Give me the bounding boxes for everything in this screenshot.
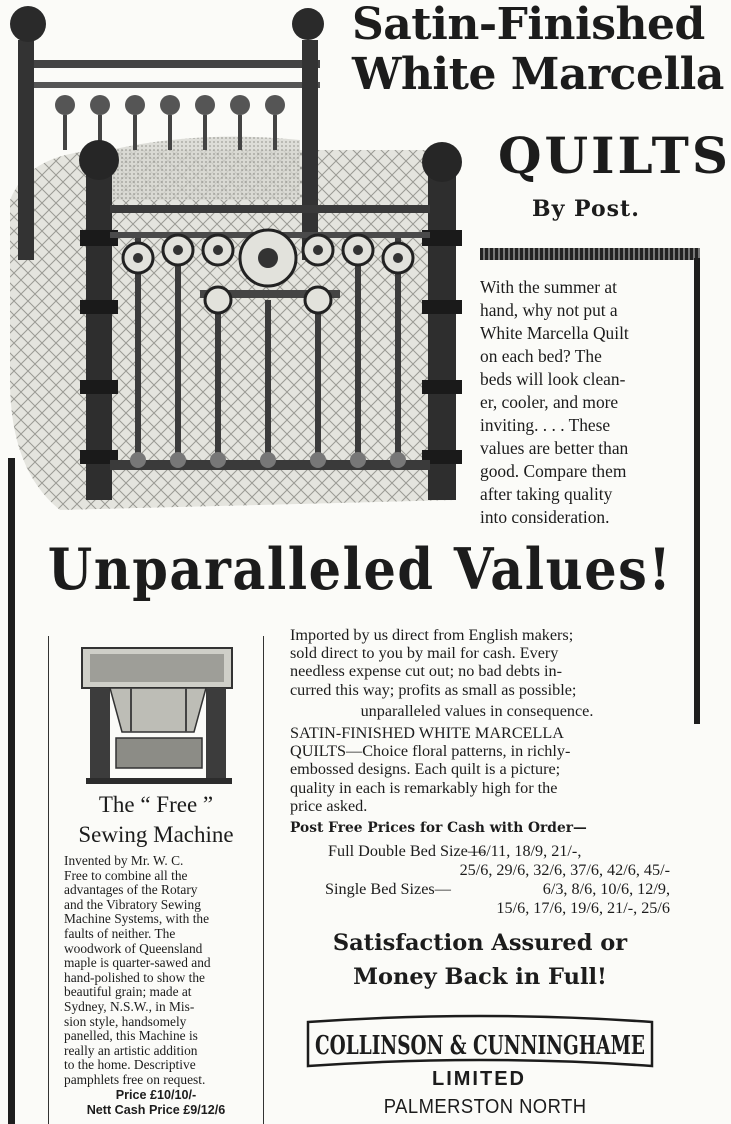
imported-paragraph (290, 626, 664, 699)
sewing-line: Machine Systems, with the (64, 911, 210, 927)
firm-town-text: PALMERSTON NORTH (383, 1096, 587, 1118)
headline-line-1: Satin-Finished (352, 0, 705, 50)
sewing-machine-title (48, 790, 264, 850)
firm-logo (302, 1014, 658, 1074)
intro-line: er, cooler, and more (480, 392, 619, 412)
full-double-label: Full Double Bed Size— (328, 842, 485, 860)
right-border-rule (694, 258, 700, 724)
intro-line: into consideration. (480, 507, 610, 527)
sewing-line: woodwork of Queensland (64, 940, 203, 956)
sewing-line: Free to combine all the (64, 867, 188, 883)
satin-line: SATIN-FINISHED WHITE MARCELLA (290, 724, 564, 742)
intro-line: beds will look clean- (480, 369, 626, 389)
firm-limited: LIMITED (432, 1068, 526, 1090)
intro-line: after taking quality (480, 484, 613, 504)
single-bed-prices-1: 6/3, 8/6, 10/6, 12/9, (542, 880, 670, 898)
sewing-line: sion style, handsomely (64, 1013, 187, 1029)
sewing-line: Sydney, N.S.W., in Mis- (64, 998, 195, 1014)
sewing-price: Price £10/10/- (115, 1088, 197, 1102)
satisfaction-line-1: Satisfaction Assured or (332, 930, 628, 956)
intro-line: good. Compare them (480, 461, 627, 481)
intro-paragraph (480, 276, 664, 529)
sewing-line: Invented by Mr. W. C. (64, 853, 184, 868)
firm-town (340, 1096, 630, 1119)
sewing-line: pamphlets free on request. (64, 1071, 206, 1087)
full-double-prices-1: 16/11, 18/9, 21/-, (470, 842, 582, 860)
imported-line: Imported by us direct from English makers; (290, 626, 574, 644)
firm-name-text: COLLINSON & CUNNINGHAME (315, 1031, 645, 1061)
imported-line: sold direct to you by mail for cash. Every (290, 644, 559, 663)
sewing-line: maple is quarter-sawed and (64, 955, 211, 971)
intro-line: on each bed? The (480, 346, 602, 366)
sewing-title-line-2: Sewing Machine (78, 822, 234, 847)
satisfaction-line-2: Money Back in Full! (353, 964, 607, 990)
intro-line: values are better than (480, 438, 629, 458)
sewing-line: beautiful grain; made at (64, 984, 192, 1000)
single-bed-label: Single Bed Sizes— (325, 880, 451, 898)
satin-paragraph (290, 724, 666, 815)
sewing-line: and the Vibratory Sewing (64, 896, 201, 912)
imported-line: curred this way; profits as small as possible; (290, 680, 577, 699)
top-right-rule (480, 248, 700, 260)
satin-line: quality in each is remarkably high for the (290, 778, 558, 797)
sewing-nett-cash-price: Nett Cash Price £9/12/6 (86, 1103, 226, 1117)
sewing-line: to the home. Descriptive (64, 1057, 196, 1073)
unparalleled-values-headline: Unparalleled Values! (47, 536, 673, 604)
imported-line: needless expense cut out; no bad debts in- (290, 662, 562, 681)
sewing-machine-description (64, 854, 256, 1088)
satin-line: price asked. (290, 796, 368, 815)
full-double-prices-2: 25/6, 29/6, 32/6, 37/6, 42/6, 45/- (459, 861, 670, 879)
sewing-line: panelled, this Machine is (64, 1028, 198, 1044)
satin-line: embossed designs. Each quilt is a picture; (290, 760, 561, 779)
sewing-line: really an artistic addition (64, 1042, 198, 1058)
headline-quilts: QUILTS (498, 126, 731, 185)
intro-line: hand, why not put a (480, 300, 618, 320)
sewing-line: hand-polished to show the (64, 969, 205, 985)
single-bed-prices-2: 15/6, 17/6, 19/6, 21/-, 25/6 (496, 899, 670, 917)
sewing-machine-illustration (76, 642, 242, 788)
post-free-prices-heading: Post Free Prices for Cash with Order— (290, 820, 587, 836)
imported-last-line: unparalleled values in consequence. (360, 702, 594, 720)
by-post-label: By Post. (532, 196, 640, 222)
headline-line-2: White Marcella (352, 49, 724, 100)
satin-line: QUILTS—Choice floral patterns, in richly- (290, 742, 571, 761)
sewing-line: faults of neither. The (64, 925, 176, 941)
intro-line: With the summer at (480, 277, 617, 297)
sewing-line: advantages of the Rotary (64, 882, 198, 898)
intro-line: White Marcella Quilt (480, 323, 629, 343)
left-border-rule (8, 458, 15, 1124)
sewing-title-line-1: The “ Free ” (98, 792, 214, 817)
intro-line: inviting. . . . These (480, 415, 611, 435)
